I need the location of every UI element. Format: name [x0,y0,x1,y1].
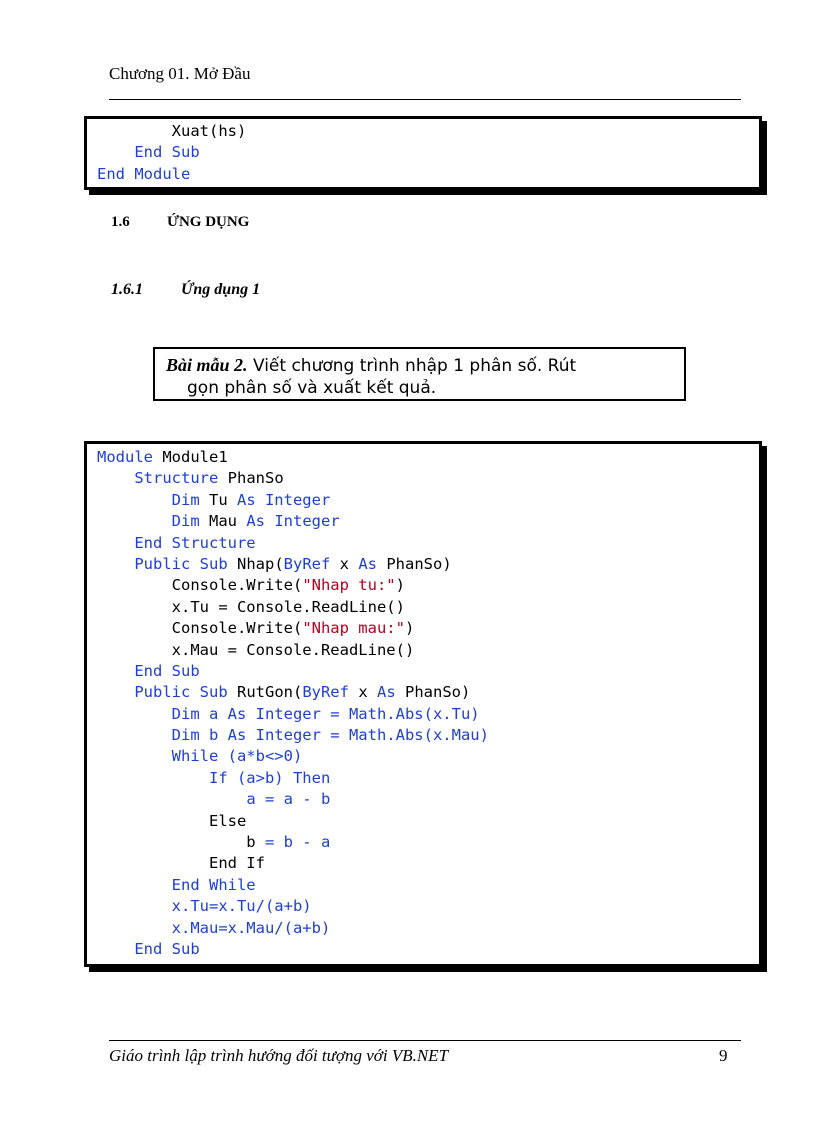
code-line [97,832,489,853]
code-token: PhanSo) [395,683,471,702]
code-line [97,789,489,810]
code-token: As Integer [246,512,340,531]
code-line [97,918,489,939]
code-lines [97,121,246,185]
header-divider [109,99,741,100]
code-token: ) [395,576,405,595]
section-title: ỨNG DỤNG [167,214,250,230]
code-line [97,618,489,639]
code-token: While (a*b<>0) [171,747,303,766]
code-token: As [358,554,377,573]
code-line [97,768,489,789]
code-token: Structure [134,469,219,488]
code-line [97,142,246,163]
code-token [97,555,134,573]
code-line [97,575,489,596]
code-token: Public Sub [134,683,228,702]
code-token: End Module [97,164,191,183]
code-token [97,897,172,915]
footer-divider [109,1040,741,1041]
code-token [97,919,172,937]
code-token: = b - a [264,833,331,852]
code-line [97,939,489,960]
code-token: RutGon( [227,683,303,702]
code-token: x [330,554,359,573]
code-line [97,447,489,468]
code-token: End Sub [134,939,200,958]
code-line [97,164,246,185]
code-token: End Sub [134,143,200,162]
footer-book-title: Giáo trình lập trình hướng đối tượng với VB.NET [109,1046,449,1065]
code-token: x.Tu=x.Tu/(a+b) [171,897,312,916]
code-token: Module [97,448,153,466]
code-token: PhanSo) [377,554,452,573]
code-line [97,682,489,703]
code-token [97,769,209,787]
code-token [97,705,172,723]
code-token: Dim [171,512,200,531]
code-token: x [348,683,377,702]
code-token: Dim [171,490,200,509]
code-token: "Nhap tu:" [302,576,396,595]
code-token: ) [404,619,415,638]
exercise-box [153,347,686,401]
code-token: Else [97,811,247,830]
code-token: Console.Write( [97,619,303,638]
code-token [97,747,172,765]
code-token: Xuat(hs) [97,122,247,140]
code-token: a = a - b [246,790,331,809]
code-line [97,725,489,746]
section-number: 1.6 [111,214,130,230]
code-token: Tu [199,490,237,509]
code-line [97,554,489,575]
code-token [97,790,246,808]
code-token: b [97,833,265,852]
code-token [97,726,172,744]
code-line [97,746,489,767]
code-line [97,896,489,917]
code-token [97,940,134,958]
code-line [97,811,489,832]
code-token [97,534,134,552]
code-token [97,662,134,680]
code-block-module [84,441,762,967]
exercise-text-1: Viết chương trình nhập 1 phân số. Rút [252,356,577,376]
code-token: PhanSo [218,469,284,488]
code-line [97,533,489,554]
code-line [97,597,489,618]
code-token: Public Sub [134,554,228,573]
code-token: ByRef [302,683,349,702]
code-line [97,661,489,682]
code-token: "Nhap mau:" [302,619,405,638]
subsection-title: Ứng dụng 1 [181,281,261,298]
code-token: Mau [199,512,247,531]
code-token: Dim a As Integer = Math.Abs(x.Tu) [171,704,480,723]
code-token: End Structure [134,533,256,552]
code-token [97,876,172,894]
code-token [97,512,172,530]
code-token: End While [171,875,256,894]
code-line [97,853,489,874]
code-line [97,640,489,661]
code-line [97,875,489,896]
code-line [97,511,489,532]
code-token: Console.Write( [97,576,303,595]
code-token: Nhap( [227,554,284,573]
code-token [97,683,134,701]
page-number: 9 [719,1046,728,1065]
code-token [97,143,134,161]
exercise-label: Bài mẫu 2. [166,355,248,375]
code-line [97,490,489,511]
code-token: x.Tu = Console.ReadLine() [97,597,405,616]
code-line [97,468,489,489]
code-token [97,491,172,509]
exercise-line-2: gọn phân số và xuất kết quả. [187,378,437,398]
code-token: End If [97,854,265,873]
code-token: If (a>b) Then [208,768,331,787]
subsection-number: 1.6.1 [111,281,143,298]
code-token: x.Mau=x.Mau/(a+b) [171,918,331,937]
code-token: As Integer [236,490,331,509]
code-token: ByRef [283,554,331,573]
code-token: x.Mau = Console.ReadLine() [97,640,415,659]
code-token: Module1 [153,448,228,466]
exercise-line-1 [166,355,576,377]
code-lines [97,447,489,960]
code-token: As [376,683,396,702]
code-token [97,469,134,487]
code-line [97,121,246,142]
chapter-header: Chương 01. Mở Đầu [109,64,251,83]
code-line [97,704,489,725]
code-block-continued [84,116,762,190]
code-token: End Sub [134,661,200,680]
code-token: Dim b As Integer = Math.Abs(x.Mau) [171,726,489,745]
